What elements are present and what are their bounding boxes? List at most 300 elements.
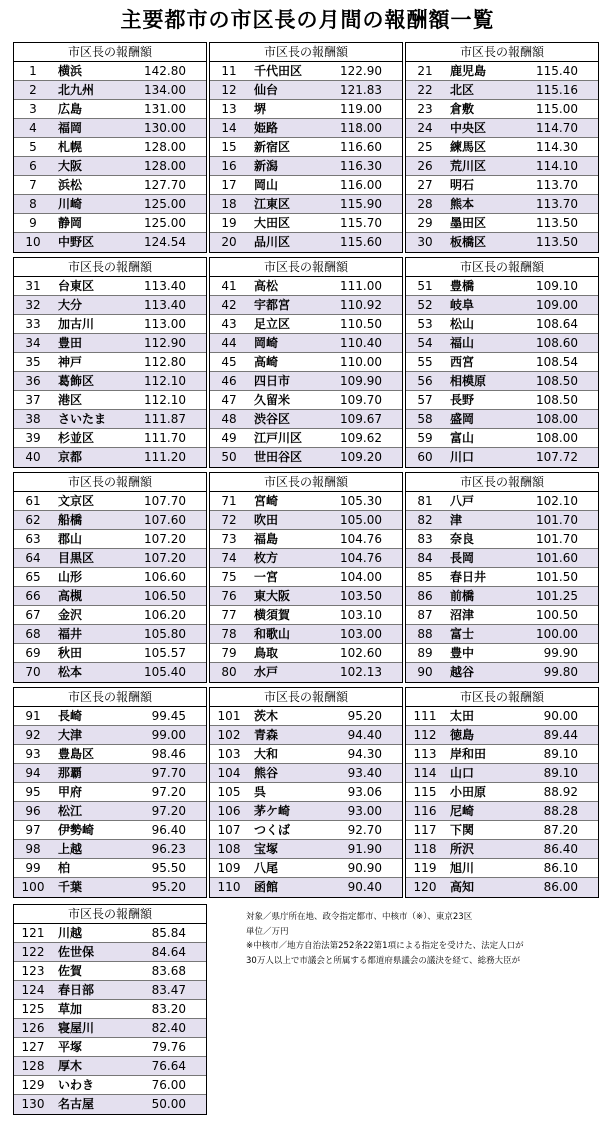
rank-cell: 44 [221,336,237,350]
city-cell: 岡崎 [254,336,279,350]
table-row [406,157,598,176]
city-cell: 中央区 [450,121,487,135]
city-cell: 神戸 [58,355,83,369]
amount-cell: 105.57 [144,646,186,660]
city-cell: 徳島 [450,728,475,742]
amount-cell: 109.67 [340,412,382,426]
rank-cell: 29 [417,216,433,230]
city-cell: 平塚 [58,1040,83,1054]
amount-cell: 103.00 [340,627,382,641]
amount-cell: 101.70 [536,532,578,546]
rank-cell: 129 [21,1078,45,1092]
ranking-table [209,687,403,898]
amount-cell: 98.46 [151,747,186,761]
amount-cell: 90.90 [347,861,382,875]
amount-cell: 131.00 [144,102,186,116]
table-row [210,606,402,625]
amount-cell: 99.90 [543,646,578,660]
city-cell: 寝屋川 [58,1021,95,1035]
rank-cell: 18 [221,197,237,211]
table-row [210,726,402,745]
rank-cell: 77 [221,608,237,622]
rank-cell: 8 [29,197,37,211]
rank-cell: 123 [21,964,45,978]
city-cell: 高松 [254,279,279,293]
table-row [210,119,402,138]
amount-cell: 110.92 [340,298,382,312]
amount-cell: 113.40 [144,298,186,312]
city-cell: 杉並区 [58,431,95,445]
amount-cell: 111.70 [144,431,186,445]
rank-cell: 46 [221,374,237,388]
rank-cell: 57 [417,393,433,407]
city-cell: 八戸 [450,494,475,508]
city-cell: 明石 [450,178,475,192]
amount-cell: 105.30 [340,494,382,508]
amount-cell: 86.00 [543,880,578,894]
rank-cell: 103 [217,747,241,761]
rank-cell: 116 [413,804,437,818]
amount-cell: 108.54 [536,355,578,369]
city-cell: 目黒区 [58,551,95,565]
city-cell: 豊田 [58,336,83,350]
rank-cell: 117 [413,823,437,837]
rank-cell: 47 [221,393,237,407]
amount-cell: 50.00 [151,1097,186,1111]
rank-cell: 58 [417,412,433,426]
city-cell: 下関 [450,823,475,837]
rank-cell: 28 [417,197,433,211]
amount-cell: 93.40 [347,766,382,780]
rank-cell: 88 [417,627,433,641]
amount-cell: 94.40 [347,728,382,742]
table-row [406,707,598,726]
table-row [406,726,598,745]
city-cell: 岐阜 [450,298,475,312]
amount-cell: 100.50 [536,608,578,622]
table-row [210,448,402,467]
table-row [14,745,206,764]
rank-cell: 108 [217,842,241,856]
amount-cell: 109.62 [340,431,382,445]
ranking-table [13,472,207,683]
table-row [14,372,206,391]
table-row [14,587,206,606]
rank-cell: 65 [25,570,41,584]
rank-cell: 119 [413,861,437,875]
amount-cell: 91.90 [347,842,382,856]
table-row [210,568,402,587]
amount-cell: 83.20 [151,1002,186,1016]
rank-cell: 25 [417,140,433,154]
rank-cell: 34 [25,336,41,350]
table-row [406,859,598,878]
city-cell: 川口 [450,450,475,464]
city-cell: 山形 [58,570,83,584]
city-cell: 福島 [254,532,279,546]
city-cell: 鹿児島 [450,64,487,78]
amount-cell: 108.00 [536,412,578,426]
amount-cell: 96.23 [151,842,186,856]
city-cell: 静岡 [58,216,83,230]
city-cell: 葛飾区 [58,374,95,388]
rank-cell: 112 [413,728,437,742]
note-line: 対象／県庁所在地、政令指定都市、中核市（※）、東京23区 [246,912,473,922]
table-row [210,549,402,568]
table-row [210,62,402,81]
city-cell: 豊橋 [450,279,475,293]
amount-cell: 97.20 [151,804,186,818]
rank-cell: 62 [25,513,41,527]
table-row [406,410,598,429]
amount-cell: 88.28 [543,804,578,818]
city-cell: 大田区 [254,216,291,230]
table-header: 市区長の報酬額 [14,473,206,492]
city-cell: 太田 [450,709,475,723]
table-row [210,878,402,897]
city-cell: 西宮 [450,355,475,369]
table-row [210,176,402,195]
city-cell: 北九州 [58,83,95,97]
city-cell: 加古川 [58,317,95,331]
rank-cell: 42 [221,298,237,312]
amount-cell: 108.50 [536,374,578,388]
city-cell: 浜松 [58,178,83,192]
city-cell: 京都 [58,450,83,464]
amount-cell: 106.60 [144,570,186,584]
amount-cell: 127.70 [144,178,186,192]
amount-cell: 113.70 [536,178,578,192]
amount-cell: 76.64 [151,1059,186,1073]
amount-cell: 112.80 [144,355,186,369]
amount-cell: 115.00 [536,102,578,116]
rank-cell: 6 [29,159,37,173]
table-header: 市区長の報酬額 [210,258,402,277]
amount-cell: 118.00 [340,121,382,135]
table-row [14,1038,206,1057]
city-cell: 吹田 [254,513,279,527]
city-cell: 岡山 [254,178,279,192]
amount-cell: 109.10 [536,279,578,293]
city-cell: 呉 [254,785,267,799]
rank-cell: 7 [29,178,37,192]
amount-cell: 112.10 [144,393,186,407]
city-cell: 郡山 [58,532,83,546]
table-row [406,625,598,644]
city-cell: 尼崎 [450,804,475,818]
rank-cell: 45 [221,355,237,369]
amount-cell: 130.00 [144,121,186,135]
city-cell: 福岡 [58,121,83,135]
table-row [14,606,206,625]
table-row [210,391,402,410]
table-row [14,195,206,214]
table-row [14,663,206,682]
table-header: 市区長の報酬額 [210,688,402,707]
city-cell: 富山 [450,431,475,445]
table-row [210,353,402,372]
amount-cell: 125.00 [144,216,186,230]
ranking-table [13,904,207,1115]
table-row [406,802,598,821]
amount-cell: 104.76 [340,532,382,546]
city-cell: 墨田区 [450,216,487,230]
ranking-table [209,257,403,468]
amount-cell: 108.64 [536,317,578,331]
table-row [14,924,206,943]
rank-cell: 68 [25,627,41,641]
city-cell: 函館 [254,880,279,894]
table-row [406,783,598,802]
rank-cell: 54 [417,336,433,350]
table-row [210,840,402,859]
amount-cell: 124.54 [144,235,186,249]
amount-cell: 107.70 [144,494,186,508]
city-cell: 大分 [58,298,83,312]
table-row [406,119,598,138]
table-row [14,214,206,233]
note-line: 30万人以上で市議会と所属する都道府県議会の議決を経て、総務大臣が [246,955,521,966]
city-cell: 岸和田 [450,747,487,761]
rank-cell: 86 [417,589,433,603]
table-row [406,391,598,410]
city-cell: 水戸 [254,665,279,679]
amount-cell: 109.90 [340,374,382,388]
table-row [14,429,206,448]
city-cell: 長岡 [450,551,475,565]
table-row [406,233,598,252]
amount-cell: 115.90 [340,197,382,211]
table-row [210,492,402,511]
table-row [406,511,598,530]
rank-cell: 126 [21,1021,45,1035]
amount-cell: 104.00 [340,570,382,584]
amount-cell: 114.70 [536,121,578,135]
rank-cell: 78 [221,627,237,641]
amount-cell: 142.80 [144,64,186,78]
city-cell: 東大阪 [254,589,291,603]
city-cell: 大阪 [58,159,83,173]
city-cell: 茅ケ崎 [254,804,291,818]
table-row [210,663,402,682]
rank-cell: 3 [29,102,37,116]
rank-cell: 56 [417,374,433,388]
table-header: 市区長の報酬額 [14,905,206,924]
table-row [210,429,402,448]
amount-cell: 97.20 [151,785,186,799]
rank-cell: 100 [21,880,45,894]
city-cell: 久留米 [254,393,291,407]
rank-cell: 17 [221,178,237,192]
city-cell: 船橋 [58,513,83,527]
amount-cell: 93.00 [347,804,382,818]
table-row [210,707,402,726]
table-row [14,511,206,530]
amount-cell: 95.20 [151,880,186,894]
rank-cell: 31 [25,279,41,293]
amount-cell: 85.84 [151,926,186,940]
city-cell: いわき [58,1078,95,1092]
city-cell: 茨木 [254,709,279,723]
rank-cell: 73 [221,532,237,546]
city-cell: 秋田 [58,646,83,660]
amount-cell: 108.60 [536,336,578,350]
table-row [14,296,206,315]
city-cell: 宝塚 [254,842,279,856]
table-row [406,195,598,214]
amount-cell: 119.00 [340,102,382,116]
city-cell: 高崎 [254,355,279,369]
table-row [406,764,598,783]
rank-cell: 52 [417,298,433,312]
amount-cell: 109.70 [340,393,382,407]
city-cell: さいたま [58,412,107,426]
amount-cell: 113.70 [536,197,578,211]
city-cell: 和歌山 [254,627,291,641]
rank-cell: 30 [417,235,433,249]
city-cell: 越谷 [450,665,475,679]
amount-cell: 107.72 [536,450,578,464]
rank-cell: 104 [217,766,241,780]
table-row [406,334,598,353]
rank-cell: 124 [21,983,45,997]
table-row [14,1095,206,1114]
city-cell: 柏 [58,861,71,875]
amount-cell: 92.70 [347,823,382,837]
city-cell: 富士 [450,627,475,641]
rank-cell: 66 [25,589,41,603]
table-row [210,315,402,334]
city-cell: 千葉 [58,880,83,894]
amount-cell: 84.64 [151,945,186,959]
table-row [14,233,206,252]
table-row [210,764,402,783]
city-cell: 沼津 [450,608,475,622]
rank-cell: 70 [25,665,41,679]
city-cell: 福井 [58,627,83,641]
rank-cell: 37 [25,393,41,407]
city-cell: 新宿区 [254,140,291,154]
rank-cell: 120 [413,880,437,894]
amount-cell: 107.60 [144,513,186,527]
rank-cell: 102 [217,728,241,742]
amount-cell: 105.80 [144,627,186,641]
rank-cell: 115 [413,785,437,799]
ranking-table [405,472,599,683]
table-row [210,745,402,764]
city-cell: 長野 [450,393,475,407]
city-cell: 厚木 [58,1059,83,1073]
amount-cell: 111.20 [144,450,186,464]
rank-cell: 40 [25,450,41,464]
rank-cell: 83 [417,532,433,546]
amount-cell: 83.68 [151,964,186,978]
table-row [14,644,206,663]
amount-cell: 116.00 [340,178,382,192]
city-cell: 川崎 [58,197,83,211]
amount-cell: 113.40 [144,279,186,293]
table-row [14,492,206,511]
rank-cell: 122 [21,945,45,959]
city-cell: 伊勢崎 [58,823,95,837]
city-cell: 盛岡 [450,412,475,426]
rank-cell: 59 [417,431,433,445]
table-row [14,81,206,100]
amount-cell: 89.10 [543,747,578,761]
table-header: 市区長の報酬額 [14,688,206,707]
rank-cell: 94 [25,766,41,780]
rank-cell: 76 [221,589,237,603]
table-row [406,663,598,682]
table-row [406,372,598,391]
rank-cell: 128 [21,1059,45,1073]
table-row [14,315,206,334]
rank-cell: 43 [221,317,237,331]
rank-cell: 64 [25,551,41,565]
table-row [210,138,402,157]
table-row [210,802,402,821]
amount-cell: 106.50 [144,589,186,603]
ranking-table [209,472,403,683]
table-row [406,878,598,897]
rank-cell: 12 [221,83,237,97]
ranking-table [13,687,207,898]
city-cell: 所沢 [450,842,475,856]
amount-cell: 97.70 [151,766,186,780]
city-cell: 青森 [254,728,279,742]
rank-cell: 97 [25,823,41,837]
city-cell: 金沢 [58,608,83,622]
table-row [210,214,402,233]
table-row [210,100,402,119]
table-row [406,448,598,467]
table-row [14,119,206,138]
table-row [14,448,206,467]
amount-cell: 83.47 [151,983,186,997]
amount-cell: 89.44 [543,728,578,742]
amount-cell: 109.20 [340,450,382,464]
table-row [14,764,206,783]
table-header: 市区長の報酬額 [210,473,402,492]
amount-cell: 101.70 [536,513,578,527]
table-header: 市区長の報酬額 [406,473,598,492]
rank-cell: 20 [221,235,237,249]
amount-cell: 89.10 [543,766,578,780]
rank-cell: 87 [417,608,433,622]
table-row [14,410,206,429]
rank-cell: 67 [25,608,41,622]
amount-cell: 113.00 [144,317,186,331]
city-cell: 佐世保 [58,945,95,959]
notes [246,910,611,968]
rank-cell: 130 [21,1097,45,1111]
table-row [210,821,402,840]
rank-cell: 4 [29,121,37,135]
amount-cell: 115.16 [536,83,578,97]
table-row [210,644,402,663]
rank-cell: 36 [25,374,41,388]
table-row [406,530,598,549]
ranking-table [209,42,403,253]
rank-cell: 101 [217,709,241,723]
city-cell: 宇都宮 [254,298,291,312]
table-row [210,783,402,802]
rank-cell: 110 [217,880,241,894]
city-cell: 春日部 [58,983,95,997]
amount-cell: 122.90 [340,64,382,78]
rank-cell: 81 [417,494,433,508]
amount-cell: 115.40 [536,64,578,78]
